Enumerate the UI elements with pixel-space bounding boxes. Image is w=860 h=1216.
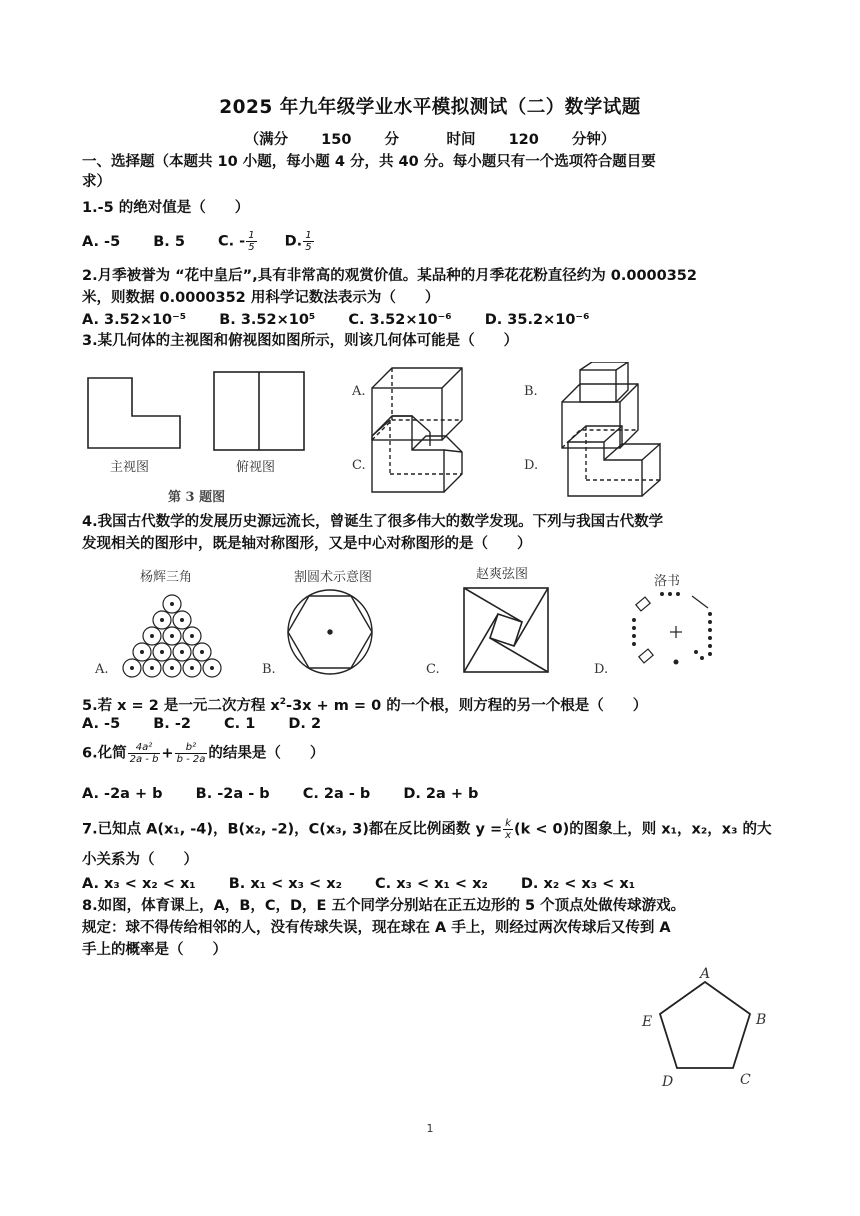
q5-option-d: D. 2 bbox=[288, 716, 322, 732]
q7-option-d: D. x₂ < x₃ < x₁ bbox=[520, 876, 636, 892]
page-number: 1 bbox=[426, 1122, 434, 1135]
q5-stem-part1: 5.若 x = 2 是一元二次方程 x bbox=[82, 697, 280, 714]
q3-choice-a-cube bbox=[372, 368, 462, 440]
section-header-line2: 求） bbox=[82, 174, 111, 190]
q3-choice-b-label: B. bbox=[524, 384, 538, 399]
q1-option-a: A. -5 bbox=[82, 233, 121, 250]
q7-fraction bbox=[503, 818, 513, 841]
q4-fig-title-a: 杨辉三角 bbox=[140, 570, 193, 585]
page-subtitle: （满分 150 分 时间 120 分钟） bbox=[244, 132, 616, 148]
q6-option-a: A. -2a + b bbox=[82, 786, 163, 802]
vertex-label-d: D bbox=[662, 1074, 674, 1090]
fraction-numerator: 1 bbox=[248, 230, 255, 241]
q2-line2: 米，则数据 0.0000352 用科学记数法表示为（ ） bbox=[82, 290, 440, 306]
q1-stem: 1.-5 的绝对值是（ ） bbox=[82, 200, 250, 216]
vertex-label-a: A bbox=[700, 966, 711, 982]
q3-figure-caption: 第 3 题图 bbox=[168, 490, 226, 505]
q4-line1: 4.我国古代数学的发展历史源远流长，曾诞生了很多伟大的数学发现。下列与我国古代数学 bbox=[82, 514, 664, 530]
fraction-denominator: 5 bbox=[305, 242, 312, 253]
front-view-shape bbox=[88, 378, 180, 448]
q3-choice-c-label: C. bbox=[352, 458, 366, 473]
q7-stem-part2: (k < 0)的图象上，则 x₁，x₂，x₃ 的大 bbox=[514, 821, 772, 838]
luoshu-dots bbox=[632, 592, 712, 665]
q3-top-view-label: 俯视图 bbox=[236, 460, 276, 475]
q2-option-c: C. 3.52×10⁻⁶ bbox=[348, 312, 452, 328]
circle-cutting-diagram bbox=[288, 590, 372, 674]
vertex-label-b: B bbox=[756, 1012, 767, 1028]
q6-fraction-1 bbox=[128, 742, 161, 765]
q4-choice-c-label: C. bbox=[426, 662, 440, 677]
q5-options bbox=[82, 714, 782, 734]
q3-choice-b-solid bbox=[562, 362, 638, 448]
q6-option-d: D. 2a + b bbox=[403, 786, 479, 802]
q7-stem bbox=[82, 818, 782, 841]
q4-fig-title-b: 割圆术示意图 bbox=[294, 570, 373, 585]
fraction-denominator: b - 2a bbox=[176, 754, 206, 765]
q1-option-d-fraction bbox=[303, 230, 313, 253]
fraction-numerator: k bbox=[503, 818, 513, 830]
q4-fig-title-c: 赵爽弦图 bbox=[476, 567, 529, 582]
fraction-numerator: 4a² bbox=[128, 742, 161, 754]
vertex-label-c: C bbox=[740, 1072, 751, 1088]
q8-line2: 规定：球不得传给相邻的人，没有传球失误，现在球在 A 手上，则经过两次传球后又传到 A bbox=[82, 920, 671, 936]
q4-choice-b-label: B. bbox=[262, 662, 276, 677]
fraction-numerator: 1 bbox=[305, 230, 312, 241]
q3-choice-d-label: D. bbox=[524, 458, 539, 473]
q6-fraction-2 bbox=[175, 742, 208, 765]
q1-option-c-label: C. - bbox=[217, 233, 246, 250]
q7-line2: 小关系为（ ） bbox=[82, 852, 198, 868]
page-title: 2025 年九年级学业水平模拟测试（二）数学试题 bbox=[219, 97, 641, 118]
section-header bbox=[82, 152, 782, 192]
q8-pentagon-figure bbox=[630, 962, 780, 1092]
q2-option-a: A. 3.52×10⁻⁵ bbox=[82, 312, 187, 328]
fraction-denominator: 5 bbox=[248, 242, 255, 253]
q2-options bbox=[82, 310, 782, 330]
q2-option-d: D. 35.2×10⁻⁶ bbox=[484, 312, 590, 328]
q6-stem-part1: 6.化简 bbox=[82, 745, 127, 762]
section-header-line1: 一、选择题（本题共 10 小题，每小题 4 分，共 40 分。每小题只有一个选项符合题目要 bbox=[82, 154, 656, 170]
q7-option-a: A. x₃ < x₂ < x₁ bbox=[82, 876, 196, 892]
q4-line2: 发现相关的图形中，既是轴对称图形，又是中心对称图形的是（ ） bbox=[82, 536, 532, 552]
q6-option-b: B. -2a - b bbox=[195, 786, 270, 802]
q1-option-c-fraction bbox=[246, 230, 256, 253]
q7-stem-part1: 7.已知点 A(x₁, -4)，B(x₂, -2)，C(x₃, 3)都在反比例函数 y = bbox=[82, 821, 503, 838]
q1-options bbox=[82, 230, 782, 253]
q4-choice-a-label: A. bbox=[95, 662, 109, 677]
q5-option-c: C. 1 bbox=[224, 716, 256, 732]
fraction-denominator: 2a - b bbox=[129, 754, 159, 765]
q1-option-d-label: D. bbox=[284, 233, 303, 250]
q3-choice-d-solid bbox=[568, 426, 660, 496]
q3-choice-c-solid bbox=[372, 416, 462, 492]
q3-stem: 3.某几何体的主视图和俯视图如图所示，则该几何体可能是（ ） bbox=[82, 333, 519, 349]
q8-line1: 8.如图，体育课上，A，B，C，D，E 五个同学分别站在正五边形的 5 个顶点处做传球游戏。 bbox=[82, 898, 686, 914]
q6-stem bbox=[82, 742, 782, 765]
q3-choice-a-label: A. bbox=[352, 384, 366, 399]
vertex-label-e: E bbox=[642, 1014, 653, 1030]
fraction-numerator: b² bbox=[175, 742, 208, 754]
q8-line3: 手上的概率是（ ） bbox=[82, 942, 227, 958]
q5-stem-part2: -3x + m = 0 的一个根，则方程的另一个根是（ ） bbox=[286, 697, 648, 714]
zhaoshuang-diagram bbox=[464, 588, 548, 672]
q5-stem bbox=[82, 692, 782, 716]
q1-option-d bbox=[285, 230, 315, 253]
q2-line1: 2.月季被誉为 “花中皇后”,具有非常高的观赏价值。某品种的月季花花粉直径约为 0.0000352 bbox=[82, 268, 697, 284]
q7-options bbox=[82, 874, 782, 894]
fraction-denominator: x bbox=[505, 830, 512, 841]
q1-option-c bbox=[218, 230, 258, 253]
q7-option-b: B. x₁ < x₃ < x₂ bbox=[228, 876, 342, 892]
q7-option-c: C. x₃ < x₁ < x₂ bbox=[375, 876, 488, 892]
q6-option-c: C. 2a - b bbox=[302, 786, 371, 802]
q3-front-view-label: 主视图 bbox=[110, 460, 150, 475]
q4-fig-title-d: 洛书 bbox=[654, 574, 681, 589]
q5-superscript: 2 bbox=[279, 697, 287, 707]
q5-option-b: B. -2 bbox=[153, 716, 191, 732]
regular-pentagon bbox=[660, 982, 750, 1068]
q6-plus: + bbox=[161, 745, 174, 762]
q6-stem-part2: 的结果是（ ） bbox=[208, 745, 325, 762]
q5-option-a: A. -5 bbox=[82, 716, 121, 732]
q1-option-b: B. 5 bbox=[153, 233, 185, 250]
q6-options bbox=[82, 784, 782, 804]
q2-option-b: B. 3.52×10⁵ bbox=[219, 312, 316, 328]
q4-choice-d-label: D. bbox=[594, 662, 609, 677]
